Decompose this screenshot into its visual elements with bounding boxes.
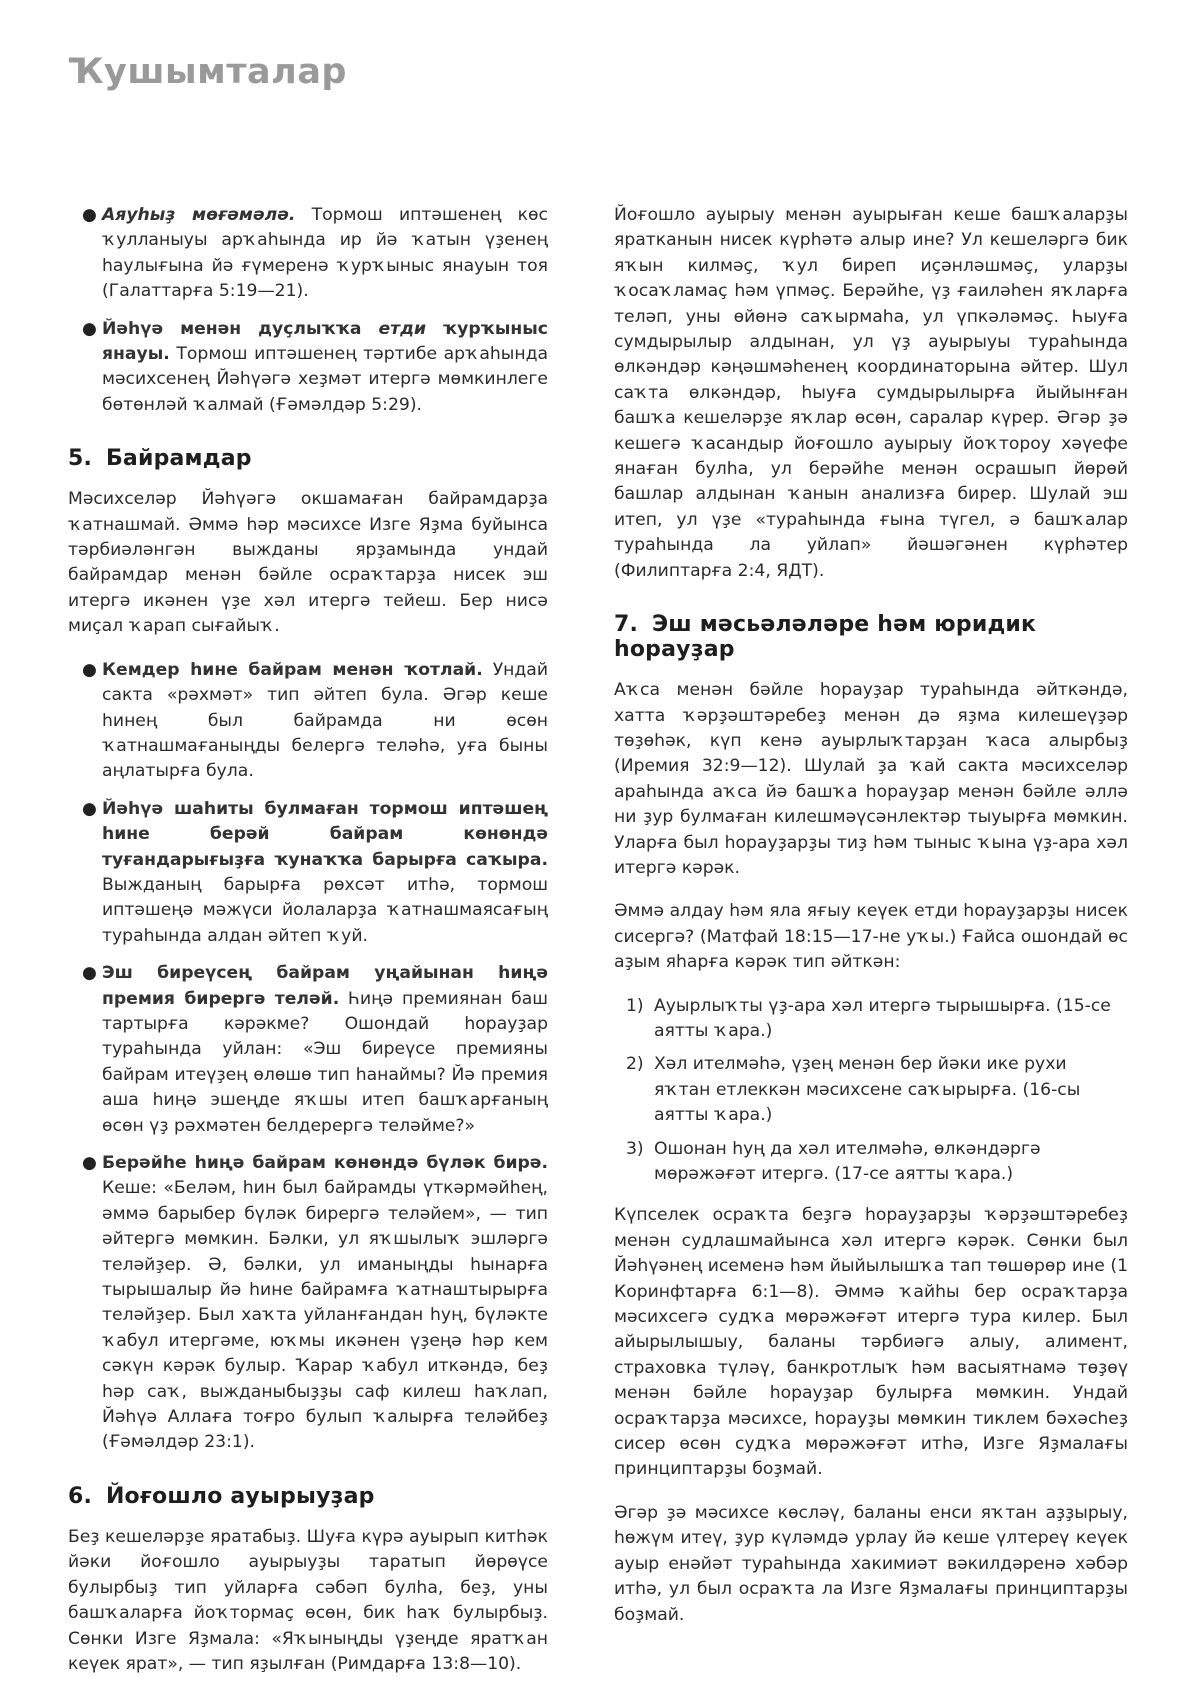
section-number: 5.	[68, 446, 93, 472]
paragraph: Мәсихселәр Йәһүәгә окшамаған байрамдарҙа ҡатнашмай. Әммә һәр мәсихсе Изге Яҙма буйынса тәрбиәләнгән выжданы ярҙамында ундай байрамдар менән бәйле осраҡтарҙа нисек эш итергә икәнен үҙе хәл итергә тейеш. Бер нисә миҫал ҡарап сығайыҡ.	[68, 489, 548, 637]
bullet-text: Кеше: «Беләм, һин был байрамды үткәрмәйһең, әммә барыбер бүләк бирергә теләйем», — тип әйтергә мөмкин. Бәлки, ул яҡшылыҡ эшләргә теләйҙер. Ә, бәлки, ул иманыңды һынарға тырышалыр йә һине байрамға ҡатнаштырырға теләйҙер. Был хаҡта уйланғандан һуң, бүләкте ҡабул итергәме, юҡмы икәнен үҙеңә һәр кем сәкүн кәрәк булыр. Ҡарар ҡабул иткәндә, беҙ һәр саҡ, выжданыбыҙҙы саф килеш һаҡлап, Йәһүә Аллаға тоғро булып ҡалырға теләйбеҙ (Ғәмәлдәр 23:1).	[102, 1178, 548, 1453]
bullet-icon: ●	[82, 1153, 97, 1173]
list-item	[68, 797, 548, 949]
list-item	[68, 658, 548, 785]
bullet-lead: Берәйһе һиңә байрам көнөндә бүләк бирә.	[102, 1153, 548, 1173]
right-column	[614, 203, 1128, 1646]
list-item	[68, 961, 548, 1139]
bullet-icon: ●	[82, 798, 97, 819]
bullet-lead: Йәһүә менән дуҫлыҡҡа	[102, 318, 379, 339]
bullet-list-top	[68, 203, 548, 418]
list-item	[614, 994, 1128, 1045]
bullet-text: Һиңә премиянан баш тартырға кәрәкме? Ошондай һорауҙар тураһында уйлан: «Эш биреүсе премияны байрам итеүҙең өлөшө тип һанаймы? Йә премия аша һиңә эшеңде яҡшы итеп башҡарғаның өсөн үҙ рәхмәтен белдерергә теләйме?»	[102, 988, 548, 1136]
list-item	[68, 1151, 548, 1456]
section-heading-5	[68, 446, 548, 471]
bullet-icon: ●	[82, 963, 97, 984]
step-text: Ауырлыҡты үҙ-ара хәл итергә тырышырға. (15-се аятты ҡара.)	[654, 995, 1111, 1041]
paragraph: Әгәр ҙә мәсихсе көсләү, баланы енси яҡтан аҙҙырыу, һөжүм итеү, ҙур күләмдә урлау йә кеше үлтереү кеүек ауыр енәйәт тураһында хакимиәт вәкилдәренә хәбәр итһә, ул был осраҡта ла Изге Яҙмалағы принциптарҙы боҙмай.	[614, 1502, 1128, 1625]
bullet-lead: Кемдер һине байрам менән ҡотлай.	[102, 659, 483, 680]
section-heading-6	[68, 1484, 548, 1509]
list-item	[68, 203, 548, 305]
left-column	[68, 203, 548, 1695]
paragraph: Йоғошло ауырыу менән ауырыған кеше башҡаларҙы яратканын нисек күрһәтә алыр ине? Ул кешеләргә бик яҡын килмәҫ, ҡул биреп иҫәнләшмәҫ, уларҙы ҡосаҡламаҫ һәм үпмәҫ. Берәйһе, үҙ ғаиләһен яҡларға теләп, уны өйөнә саҡырмаһа, ул үпкәләмәҫ. Һыуға сумдырылыр алдынан, ул үҙ ауырыуы тураһында өлкәндәр кәңәшмәһенең координаторына әйтер. Шул саҡта өлкәндәр, һыуға сумдырылырға йыйынған башҡа кешеләрҙе яҡлар өсөн, саралар күрер. Әгәр ҙә кешегә ҡасандыр йоғошло ауырыу йоҡтороу хәүефе янаған булһа, ул берәйһе менән осрашып йөрөй башлар алдынан ҡанын анализға бирер. Шулай эш итеп, ул үҙе «тураһында ғына түгел, ә башҡалар тураһында ла уйлап» йәшәгәнен күрһәтер (Филиптарға 2:4, ЯДТ).	[614, 205, 1128, 581]
bullet-text: Ундай сакта «рәхмәт» тип әйтеп була. Әгәр кеше һинең был байрамда ни өсөн ҡатнашмағаныңды белергә теләһә, уға быны аңлатырға була.	[102, 659, 549, 782]
bullet-lead: Эш биреүсең байрам уңайынан һиңә премия бирергә теләй.	[102, 963, 548, 1009]
page-header-title: Ҡушымталар	[68, 52, 347, 92]
step-text: Ошонан һуң да хәл ителмәһә, өлкәндәргә мөрәжәғәт итергә. (17-се аятты ҡара.)	[654, 1138, 1041, 1184]
list-item	[614, 1052, 1128, 1128]
section-title: Йоғошло ауырыуҙар	[105, 1483, 375, 1509]
bullet-icon: ●	[82, 205, 97, 225]
step-number: 1)	[626, 995, 644, 1016]
bullet-icon: ●	[82, 318, 97, 339]
step-number: 3)	[626, 1138, 644, 1159]
paragraph: Аҡса менән бәйле һорауҙар тураһында әйткәндә, хатта ҡәрҙәштәребеҙ менән дә яҙма килешеүҙәр төҙөһәк, күп кенә ауырлыҡтарҙан ҡаса алырбыҙ (Иремия 32:9—12). Шулай ҙа ҡай сакта мәсихселәр араһында аҡса йә башҡа һорауҙар менән бәйле әллә ни ҙур булмаған килешмәүсәнлектәр тыуырға мөмкин. Уларға был һорауҙарҙы тиҙ һәм тыныс ҡына үҙ-ара хәл итергә кәрәк.	[614, 680, 1128, 878]
paragraph: Әммә алдау һәм яла яғыу кеүек етди һорауҙарҙы нисек сисергә? (Матфай 18:15—17-не уҡы.) Ғайса ошондай өс аҙым яһарға кәрәк тип әйткән:	[614, 901, 1128, 973]
step-number: 2)	[626, 1054, 644, 1075]
section-number: 6.	[68, 1483, 93, 1509]
paragraph: Беҙ кешеләрҙе яратабыҙ. Шуға күрә ауырып китһәк йәки йоғошло ауырыуҙы таратып йөрөүсе булырбыҙ тип уйларға сәбәп булһа, беҙ, уны башҡаларға йоҡтормаҫ өсөн, бик һаҡ булырбыҙ. Сөнки Изге Яҙмала: «Яҡыныңды үҙеңде яратҡан кеүек ярат», — тип яҙылған (Римдарға 13:8—10).	[68, 1526, 548, 1674]
bullet-text: Выжданың барырға рөхсәт итһә, тормош иптәшеңә мәжүси йолаларҙа ҡатнашмаясағың тураһында алдан әйтеп ҡуй.	[102, 874, 548, 946]
bullet-text: Тормош иптәшенең көс ҡулланыуы арҡаһында ир йә ҡатын үҙенең һаулығына йә ғүмеренә ҡурҡыныс янауын тоя (Галаттарға 5:19—21).	[102, 205, 548, 302]
paragraph: Күпселек осраҡта беҙгә һорауҙарҙы ҡәрҙәштәребеҙ менән судлашмайынса хәл итергә кәрәк. Сөнки был Йәһүәнең исеменә һәм йыйылышҡа тап төшөрөр ине (1 Коринфтарға 6:1—8). Әммә ҡайһы бер осраҡтарҙа мәсихсегә судҡа мөрәжәғәт итергә тура килер. Был айырылышыу, баланы тәрбиәгә алыу, алимент, страховка түләү, банкротлыҡ һәм васыятнамә төҙөү менән бәйле һорауҙар булырға мөмкин. Ундай осраҡтарҙа мәсихсе, һорауҙы мөмкин тиклем бәхәсһеҙ сисер өсөн судҡа мөрәжәғәт итһә, Изге Яҙмалағы принциптарҙы боҙмай.	[614, 1205, 1128, 1480]
bullet-lead: Аяуһыҙ мөғәмәлә.	[102, 205, 296, 225]
bullet-list-holidays	[68, 658, 548, 1456]
section-number: 7.	[614, 612, 639, 638]
bullet-lead-emphasis: етди	[378, 318, 426, 339]
bullet-icon: ●	[82, 659, 97, 680]
bullet-lead: ҡурҡыныс янауы.	[102, 318, 548, 365]
section-title: Байрамдар	[105, 446, 252, 472]
section-title: Эш мәсьәләләре һәм юридик һорауҙар	[614, 612, 1037, 663]
numbered-steps	[614, 994, 1128, 1188]
section-heading-7	[614, 612, 1128, 662]
bullet-text: Тормош иптәшенең тәртибе арҡаһында мәсихсенең Йәһүәгә хеҙмәт итергә мөмкинлеге бөтөнләй ҡалмай (Ғәмәлдәр 5:29).	[102, 344, 548, 415]
list-item	[68, 317, 548, 419]
list-item	[614, 1137, 1128, 1188]
bullet-lead: Йәһүә шаһиты булмаған тормош иптәшең һине берәй байрам көнөндә туғандарығыҙға ҡунаҡҡа барырға саҡыра.	[102, 798, 548, 870]
step-text: Хәл ителмәһә, үҙең менән бер йәки ике рухи яҡтан етлеккән мәсихсене саҡырырға. (16-сы аятты ҡара.)	[654, 1054, 1081, 1126]
